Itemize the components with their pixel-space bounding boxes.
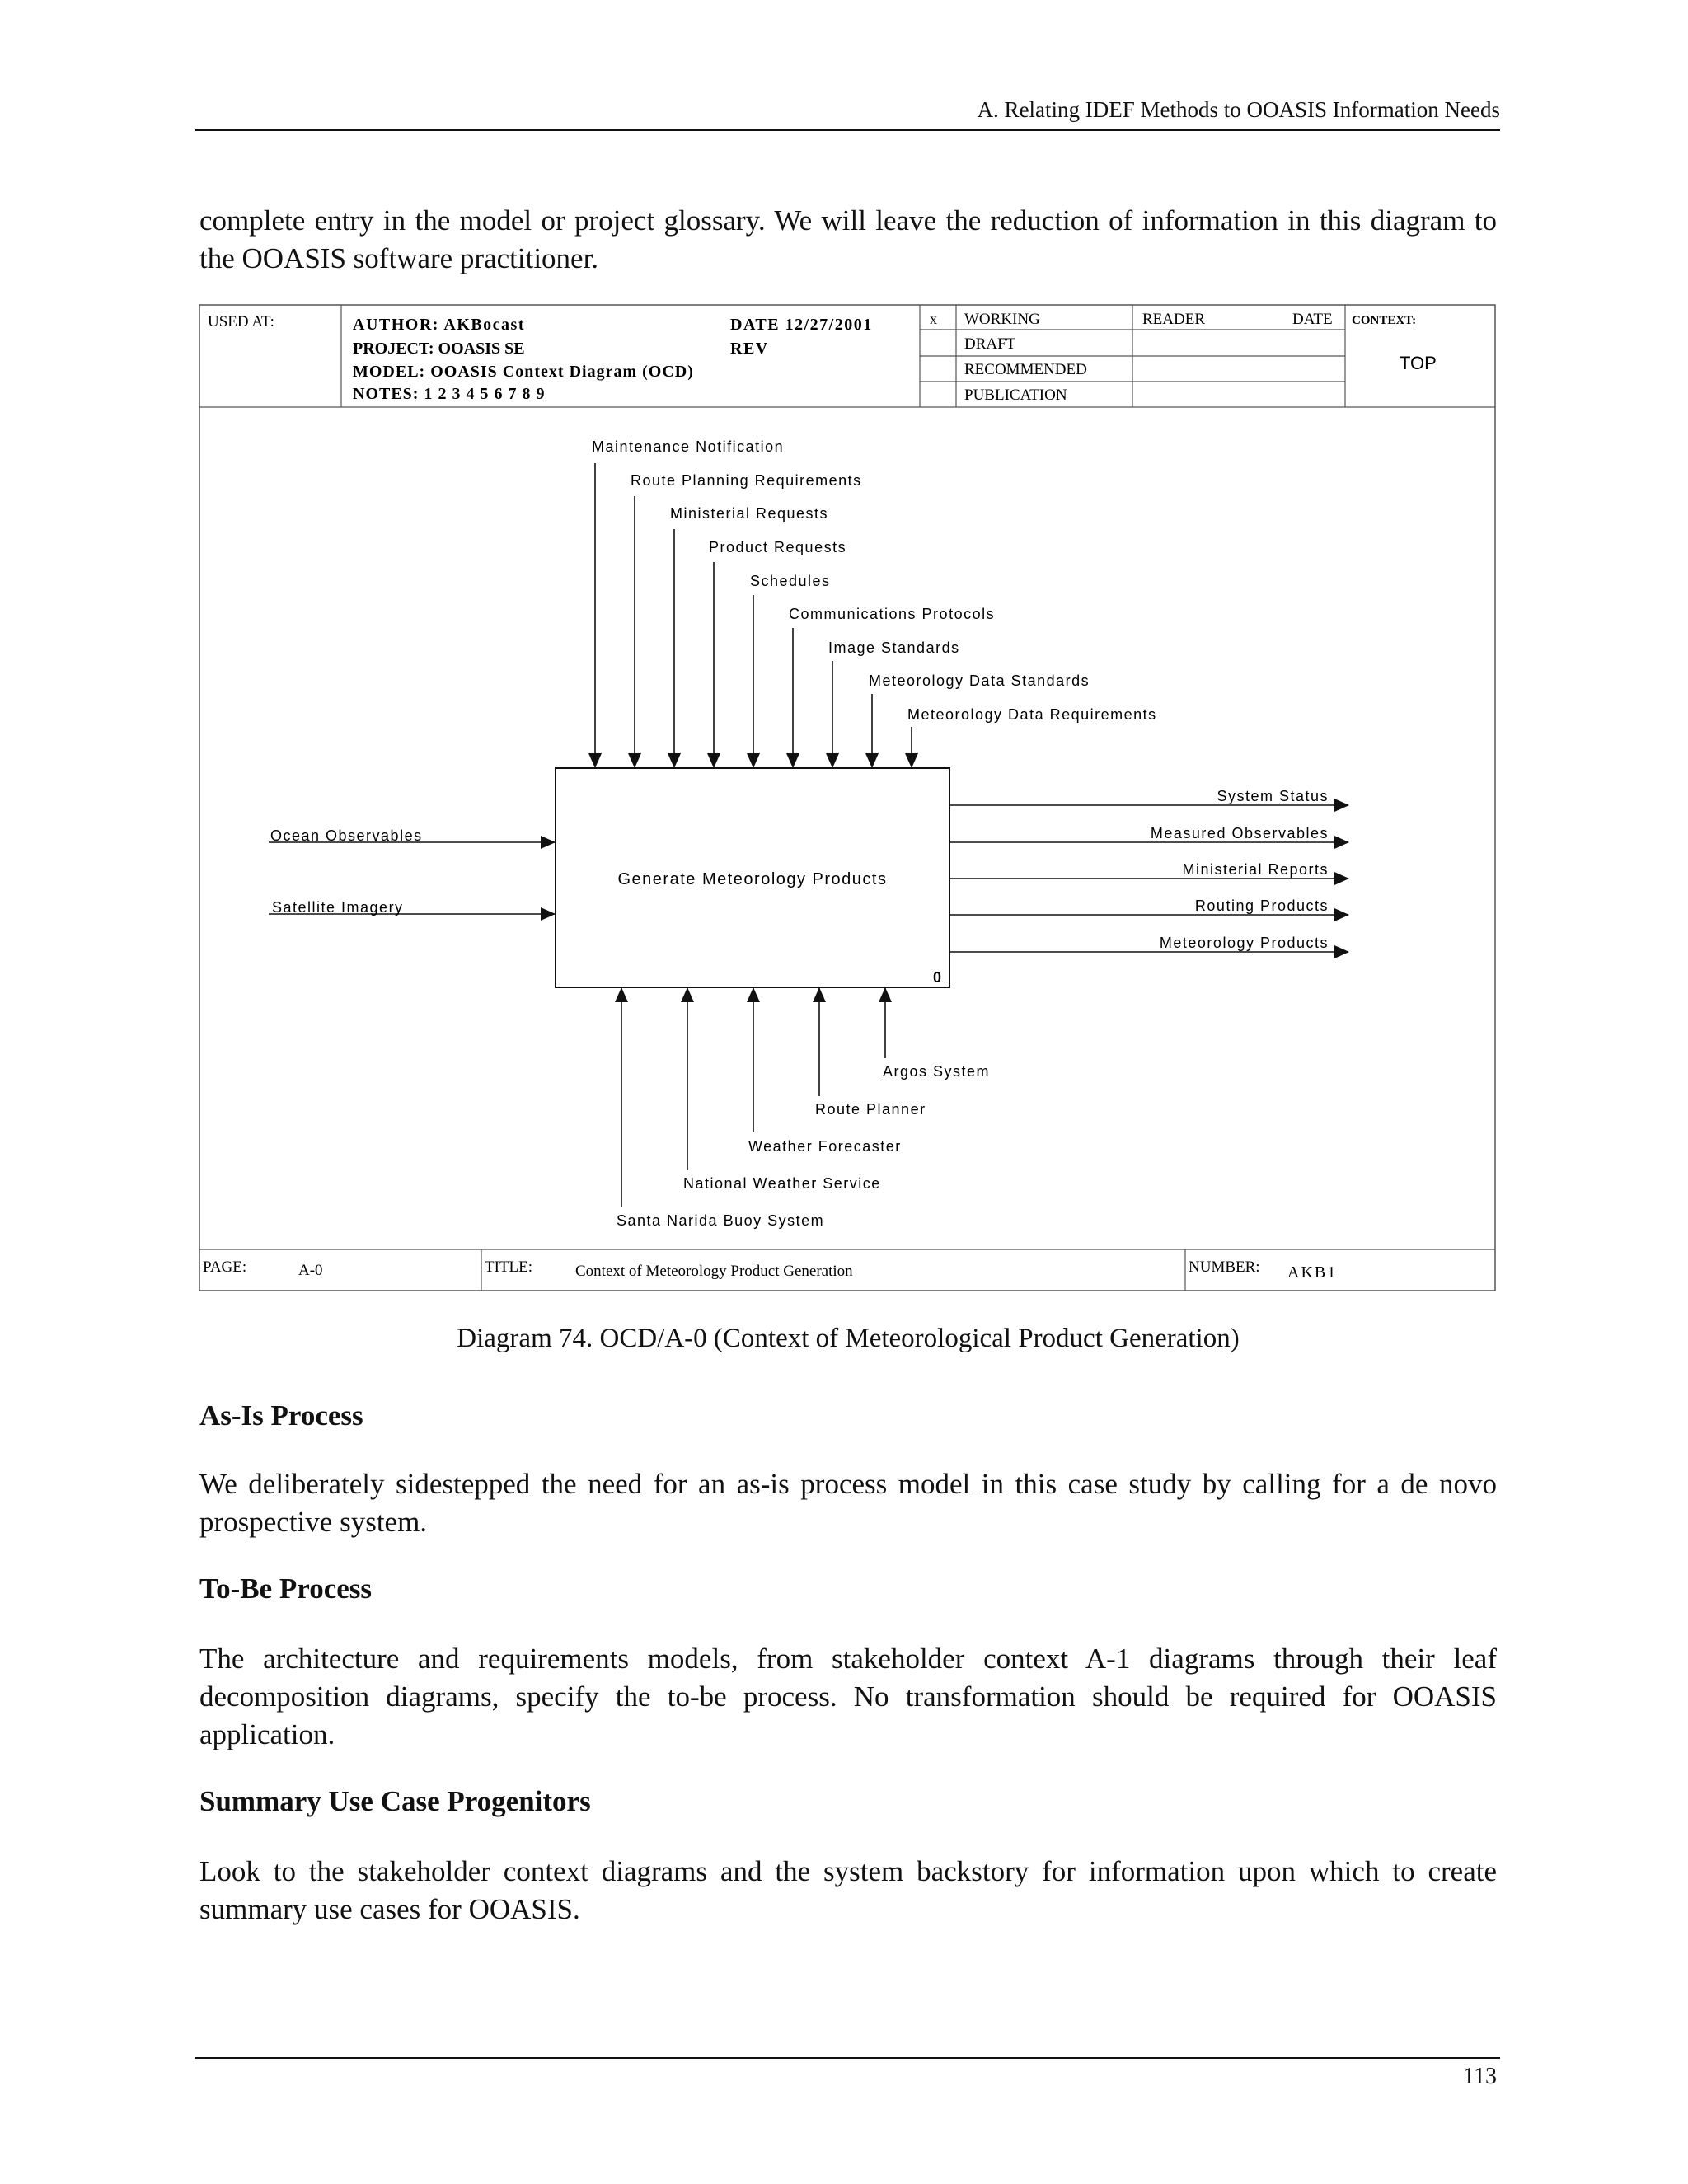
control-label: Route Planning Requirements — [631, 472, 862, 489]
rev-field: REV — [730, 340, 769, 358]
mechanism-label: Weather Forecaster — [748, 1138, 902, 1155]
status-working: WORKING — [964, 311, 1040, 328]
mechanism-label: Argos System — [883, 1063, 991, 1080]
page-value: A-0 — [298, 1262, 323, 1279]
reader-label: READER — [1142, 311, 1205, 328]
page-label: PAGE: — [203, 1258, 247, 1276]
diagram-caption: Diagram 74. OCD/A-0 (Context of Meteorological Product Generation) — [457, 1324, 1240, 1353]
footer-rule — [195, 2057, 1500, 2059]
section-heading: As-Is Process — [199, 1399, 363, 1432]
activity-name: Generate Meteorology Products — [617, 870, 888, 888]
title-value: Context of Meteorology Product Generation — [575, 1263, 853, 1280]
mechanism-arrows — [621, 988, 885, 1207]
mechanism-label: Route Planner — [815, 1101, 926, 1118]
control-label: Communications Protocols — [789, 606, 996, 622]
output-label: Measured Observables — [1150, 825, 1329, 841]
status-recommended: RECOMMENDED — [964, 361, 1087, 378]
working-mark: x — [930, 311, 937, 327]
control-label: Maintenance Notification — [592, 438, 785, 455]
mechanism-label: Santa Narida Buoy System — [617, 1212, 825, 1229]
used-at-label: USED AT: — [208, 313, 274, 330]
mechanism-label: National Weather Service — [683, 1175, 881, 1192]
control-label: Product Requests — [709, 539, 847, 555]
section-heading: Summary Use Case Progenitors — [199, 1785, 591, 1817]
context-label: CONTEXT: — [1352, 314, 1417, 327]
input-label: Ocean Observables — [270, 827, 423, 844]
control-label: Image Standards — [828, 640, 960, 656]
date-field: DATE 12/27/2001 — [730, 316, 873, 334]
input-label: Satellite Imagery — [272, 899, 404, 916]
model-field: MODEL: OOASIS Context Diagram (OCD) — [353, 363, 694, 381]
output-label: System Status — [1217, 788, 1329, 804]
section-paragraph: We deliberately sidestepped the need for an as-is process model in this case study by calling for a de novo prospective system. — [199, 1468, 1497, 1538]
output-label: Ministerial Reports — [1182, 861, 1329, 878]
control-label: Meteorology Data Standards — [869, 673, 1090, 689]
output-label: Meteorology Products — [1159, 935, 1329, 951]
page-number: 113 — [1463, 2064, 1497, 2089]
notes-field: NOTES: 1 2 3 4 5 6 7 8 9 — [353, 385, 546, 403]
context-value: TOP — [1400, 353, 1437, 373]
status-draft: DRAFT — [964, 335, 1016, 353]
number-label: NUMBER: — [1189, 1258, 1260, 1276]
number-value: AKB1 — [1287, 1263, 1338, 1282]
author-field: AUTHOR: AKBocast — [353, 316, 525, 334]
control-label: Ministerial Requests — [670, 505, 829, 522]
reader-date-label: DATE — [1292, 311, 1333, 328]
section-paragraph: The architecture and requirements models, from stakeholder context A-1 diagrams through their leaf decomposition diagrams, specify the to-be process. No transformation should be required for OOASIS application. — [199, 1643, 1497, 1750]
activity-number: 0 — [932, 969, 941, 986]
section-paragraph: Look to the stakeholder context diagrams and the system backstory for information upon which to create summary use cases for OOASIS. — [199, 1855, 1497, 1925]
control-label: Schedules — [750, 573, 831, 589]
intro-paragraph: complete entry in the model or project glossary. We will leave the reduction of information in this diagram to the OOASIS software practitioner. — [199, 204, 1497, 274]
running-header: A. Relating IDEF Methods to OOASIS Information Needs — [977, 97, 1500, 122]
section-heading: To-Be Process — [199, 1572, 373, 1605]
title-label: TITLE: — [485, 1258, 533, 1276]
project-field: PROJECT: OOASIS SE — [353, 340, 525, 358]
control-label: Meteorology Data Requirements — [907, 706, 1157, 723]
output-label: Routing Products — [1194, 898, 1329, 914]
status-publication: PUBLICATION — [964, 387, 1067, 404]
